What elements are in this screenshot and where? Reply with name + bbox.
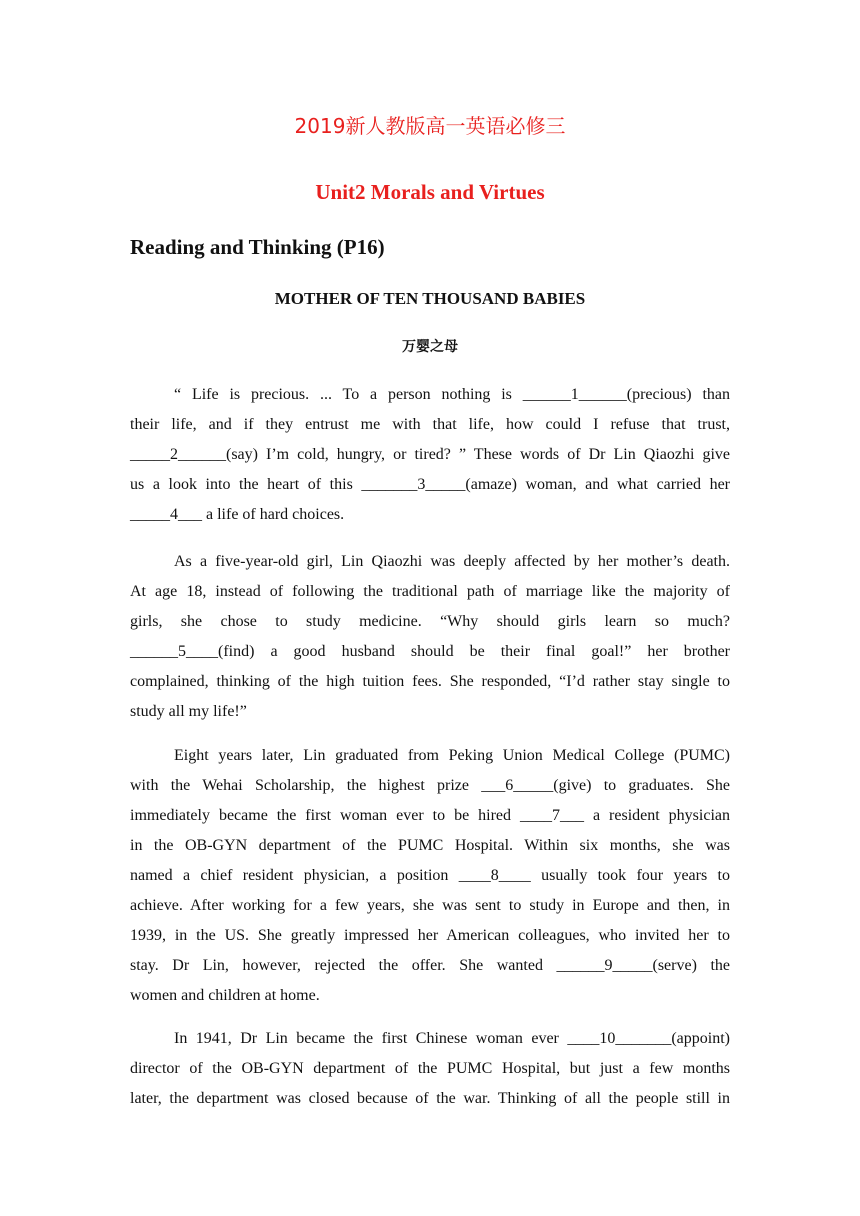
paragraph-line: director of the OB-GYN department of the PUMC Hospital, but just a few months (130, 1060, 730, 1077)
paragraph-line: achieve. After working for a few years, she was sent to study in Europe and then, in (130, 897, 730, 914)
paragraph-line: later, the department was closed because of the war. Thinking of all the people still in (130, 1090, 730, 1107)
paragraph-line: stay. Dr Lin, however, rejected the offer. She wanted ______9_____(serve) the (130, 957, 730, 974)
paragraph-line: us a look into the heart of this _______3_____(amaze) woman, and what carried her (130, 476, 730, 493)
paragraph-line: in the OB-GYN department of the PUMC Hospital. Within six months, she was (130, 837, 730, 854)
paragraph-line: their life, and if they entrust me with that life, how could I refuse that trust, (130, 416, 730, 433)
paragraph-line: girls, she chose to study medicine. “Why should girls learn so much? (130, 613, 730, 630)
document-title: 2019新人教版高一英语必修三 (294, 114, 566, 138)
paragraph-line: _____2______(say) I’m cold, hungry, or tired? ” These words of Dr Lin Qiaozhi give (130, 446, 730, 463)
paragraph-line: In 1941, Dr Lin became the first Chinese woman ever ____10_______(appoint) (174, 1030, 730, 1047)
paragraph-line: ______5____(find) a good husband should be their final goal!” her brother (130, 643, 730, 660)
article-subtitle: 万婴之母 (402, 339, 458, 355)
paragraph-line: women and children at home. (130, 987, 320, 1004)
paragraph-3 (130, 741, 730, 1011)
paragraph-line: 1939, in the US. She greatly impressed her American colleagues, who invited her to (130, 927, 730, 944)
paragraph-line: “ Life is precious. ... To a person nothing is ______1______(precious) than (174, 386, 730, 403)
paragraph-line: complained, thinking of the high tuition fees. She responded, “I’d rather stay single to (130, 673, 730, 690)
paragraph-line: As a five-year-old girl, Lin Qiaozhi was deeply affected by her mother’s death. (174, 553, 730, 570)
paragraph-line: At age 18, instead of following the traditional path of marriage like the majority of (130, 583, 730, 600)
paragraph-line: _____4___ a life of hard choices. (130, 506, 345, 523)
paragraph-line: study all my life!” (130, 703, 247, 720)
paragraph-line: named a chief resident physician, a position ____8____ usually took four years to (130, 867, 730, 884)
paragraph-4 (130, 1024, 730, 1114)
paragraph-line: immediately became the first woman ever to be hired ____7___ a resident physician (130, 807, 730, 824)
article-title: MOTHER OF TEN THOUSAND BABIES (274, 289, 586, 308)
paragraph-line: Eight years later, Lin graduated from Peking Union Medical College (PUMC) (174, 747, 730, 764)
paragraph-line: with the Wehai Scholarship, the highest prize ___6_____(give) to graduates. She (130, 777, 730, 794)
unit-title: Unit2 Morals and Virtues (315, 180, 545, 204)
section-heading: Reading and Thinking (P16) (130, 235, 385, 259)
paragraph-1 (130, 380, 730, 530)
paragraph-2 (130, 547, 730, 727)
